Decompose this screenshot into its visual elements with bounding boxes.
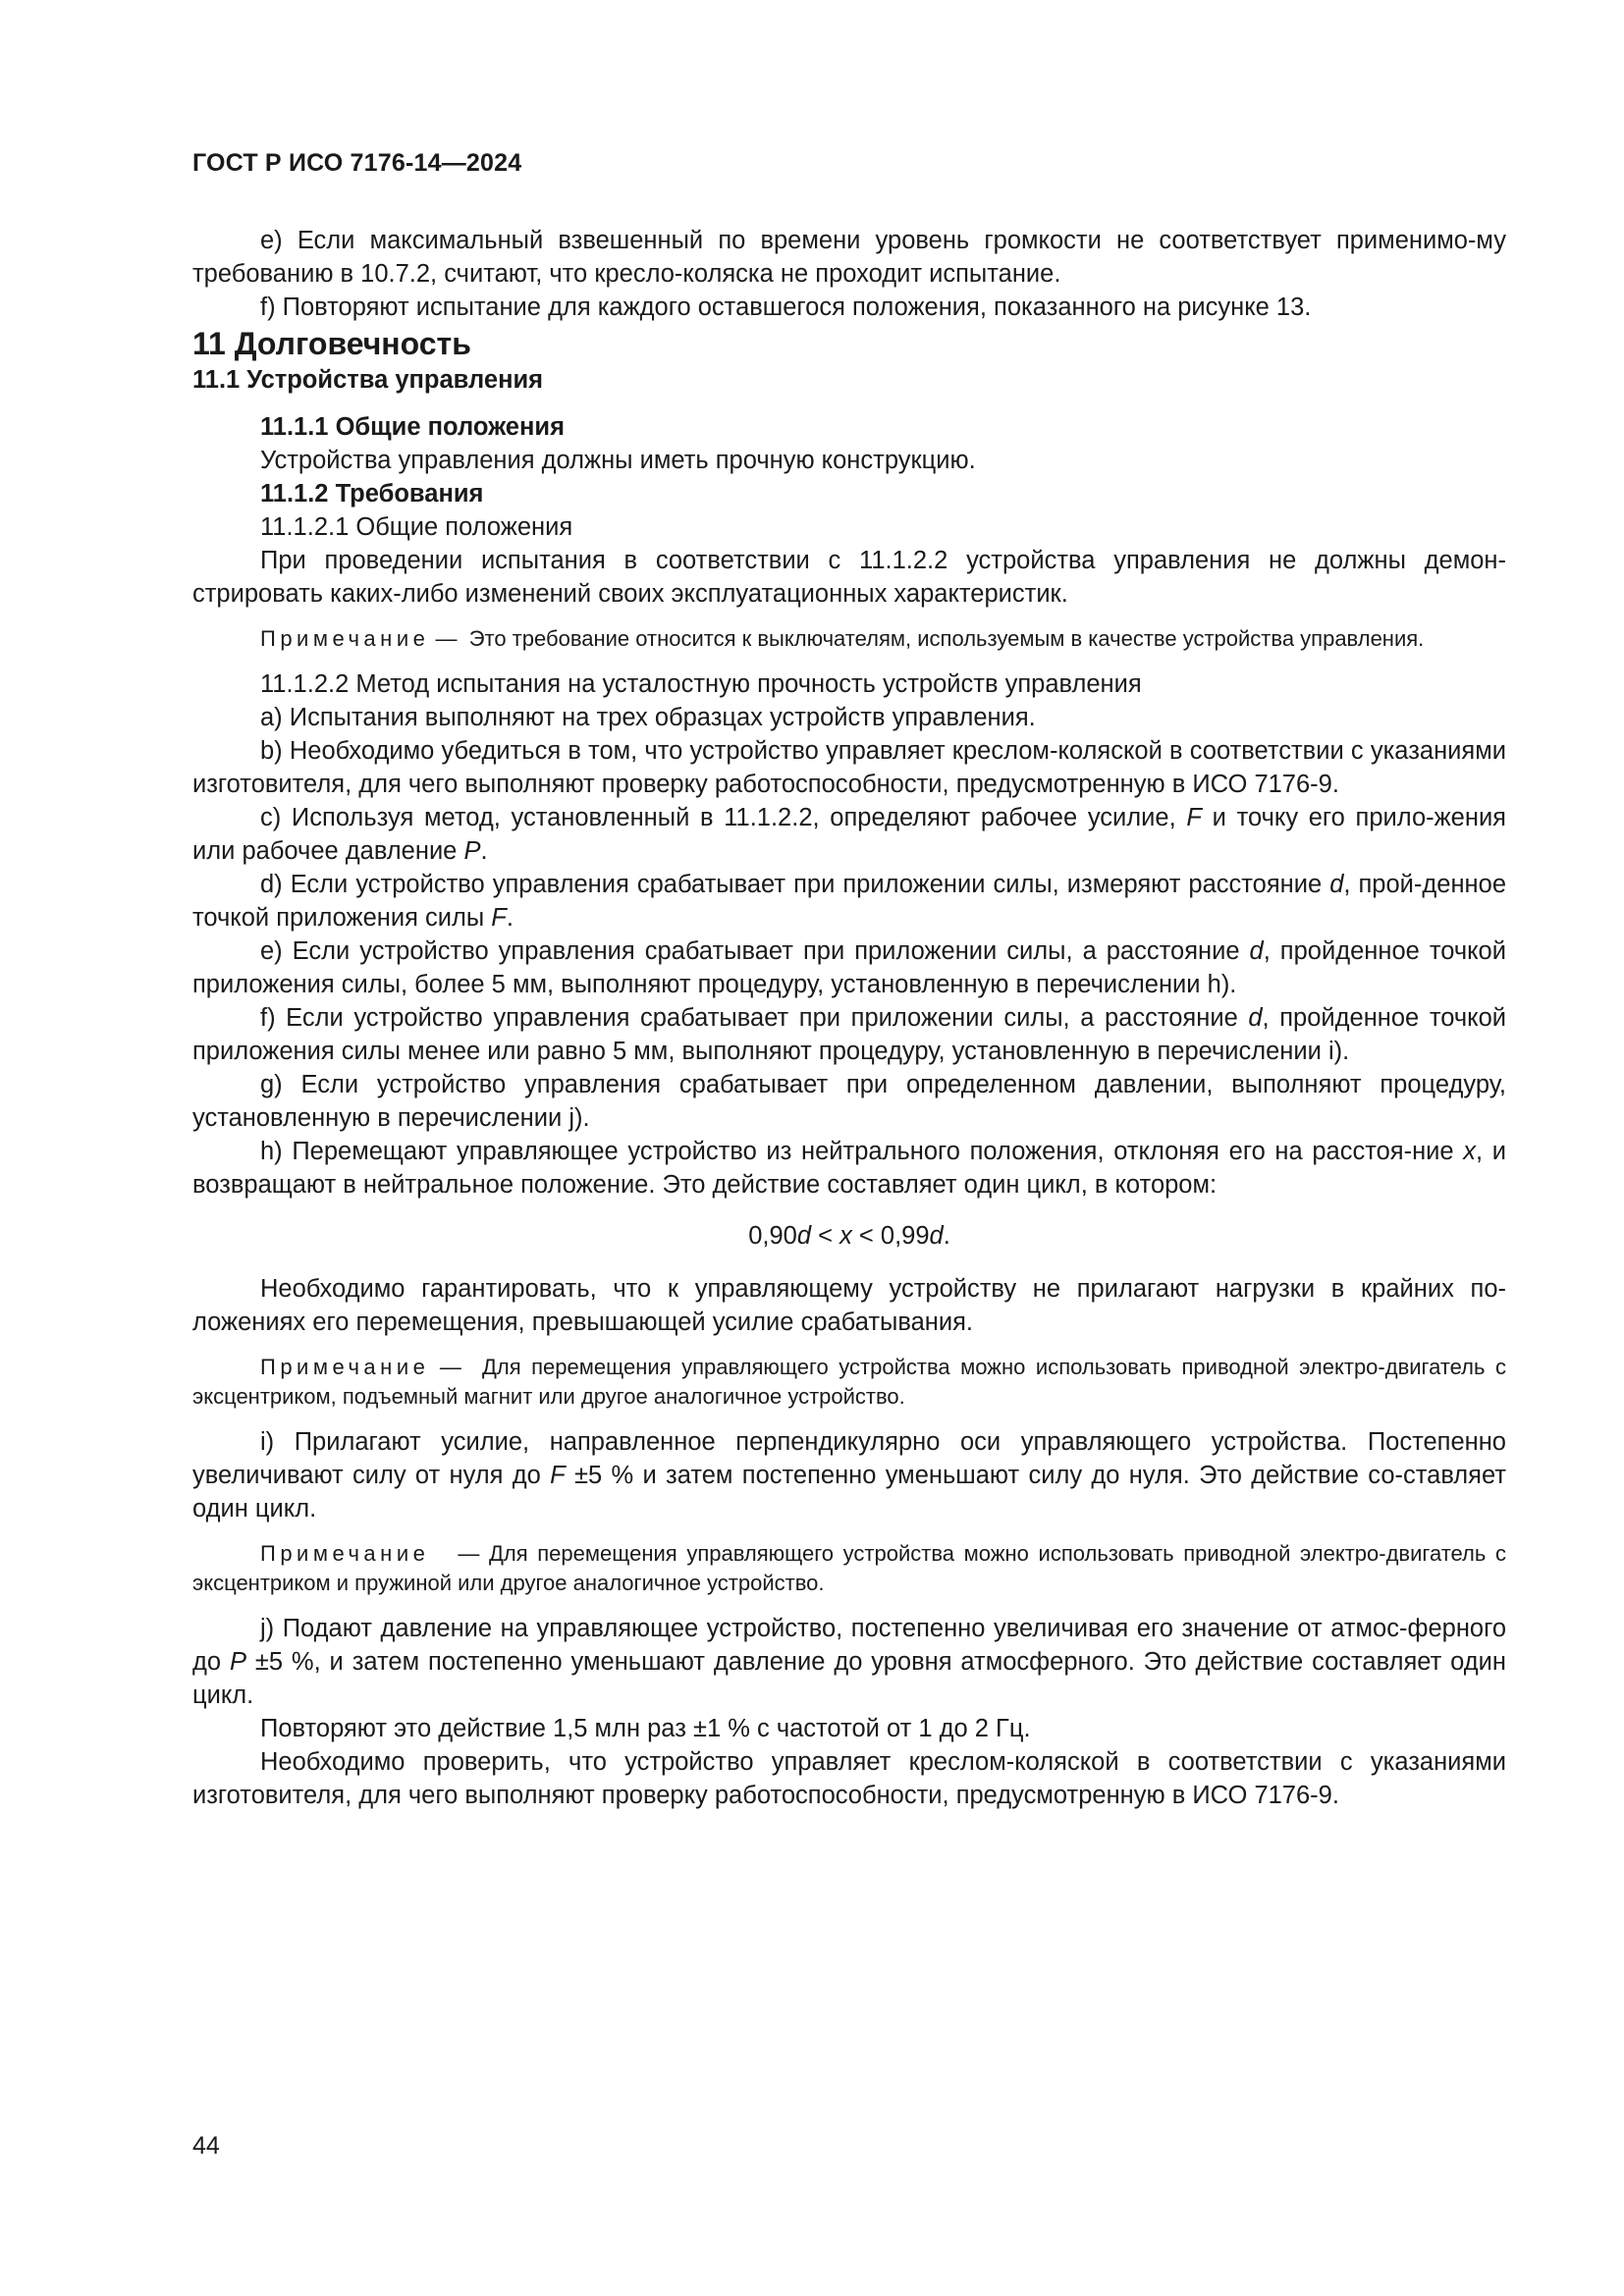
- variable-d: d: [1248, 1004, 1263, 1032]
- variable-P: P: [229, 1648, 246, 1676]
- clause-heading-11-1-2: 11.1.2 Требования: [260, 480, 484, 507]
- list-item-h: h) Перемещают управляющее устройство из нейтрального положения, отклоняя его на расстоя-ние x, и возвращают в нейтральное положение. Это действие составляет один цикл, в котором:: [192, 1138, 1506, 1199]
- paragraph-f-top: f) Повторяют испытание для каждого оставшегося положения, показанного на рисунке 13.: [260, 294, 1312, 321]
- list-item-j: j) Подают давление на управляющее устройство, постепенно увеличивая его значение от атмос-ферного до P ±5 %, и затем постепенно уменьшают давление до уровня атмосферного. Это действие составляет один цикл.: [192, 1615, 1506, 1709]
- list-item-c: c) Используя метод, установленный в 11.1.2.2, определяют рабочее усилие, F и точку его прило-жения или рабочее давление P.: [192, 804, 1506, 865]
- page-number: 44: [192, 2132, 220, 2160]
- note-2: Примечание — Для перемещения управляющего устройства можно использовать приводной электро-двигатель с эксцентриком, подъемный магнит или другое аналогичное устройство.: [192, 1355, 1507, 1409]
- section-heading-11: 11 Долговечность: [192, 326, 471, 361]
- note-1: Примечание — Это требование относится к выключателям, используемым в качестве устройства управления.: [260, 626, 1425, 651]
- note-2-text: Для перемещения управляющего устройства можно использовать приводной электро-двигатель с эксцентриком, подъемный магнит или другое аналогичное устройство.: [192, 1355, 1507, 1409]
- list-item-i: i) Прилагают усилие, направленное перпендикулярно оси управляющего устройства. Постепенно увеличивают силу от нуля до F ±5 % и затем постепенно уменьшают силу до нуля. Это действие со-ставляет один цикл.: [192, 1428, 1506, 1522]
- clause-heading-11-1-2-2: 11.1.2.2 Метод испытания на усталостную прочность устройств управления: [260, 670, 1142, 698]
- variable-d: d: [1249, 937, 1264, 965]
- note-3: [192, 1539, 1506, 1598]
- variable-P: P: [463, 837, 481, 865]
- paragraph-repeat: Повторяют это действие 1,5 млн раз ±1 % с частотой от 1 до 2 Гц.: [260, 1715, 1031, 1742]
- list-item-d: d) Если устройство управления срабатывает при приложении силы, измеряют расстояние d, прой-денное точкой приложения силы F.: [192, 871, 1507, 932]
- note-label: Примечание: [260, 1541, 430, 1566]
- note-label: Примечание: [260, 626, 430, 651]
- variable-F: F: [1186, 804, 1202, 831]
- variable-F: F: [491, 904, 507, 932]
- paragraph-guarantee: Необходимо гарантировать, что к управляющему устройству не прилагают нагрузки в крайних по-ложениях его перемещения, превышающей усилие срабатывания.: [192, 1275, 1506, 1336]
- document-code-header: ГОСТ Р ИСО 7176-14—2024: [192, 149, 522, 177]
- list-item-g: g) Если устройство управления срабатывает при определенном давлении, выполняют процедуру, установленную в перечислении j).: [192, 1071, 1506, 1132]
- note-3-text: — Для перемещения управляющего устройства можно использовать приводной электро-двигатель с эксцентриком и пружиной или другое аналогичное устройство.: [192, 1541, 1506, 1595]
- list-item-b: b) Необходимо убедиться в том, что устройство управляет креслом-коляской в соответствии с указаниями изготовителя, для чего выполняют проверку работоспособности, предусмотренную в ИСО 7176-9.: [192, 737, 1506, 798]
- subsection-heading-11-1: 11.1 Устройства управления: [192, 366, 544, 394]
- paragraph-e-top: e) Если максимальный взвешенный по времени уровень громкости не соответствует применимо-му требованию в 10.7.2, считают, что кресло-коляска не проходит испытание.: [192, 227, 1506, 288]
- note-label: Примечание: [260, 1355, 430, 1379]
- note-1-text: Это требование относится к выключателям, используемым в качестве устройства управления.: [468, 626, 1425, 651]
- list-item-f: f) Если устройство управления срабатывает при приложении силы, а расстояние d, пройденное точкой приложения силы менее или равно 5 мм, выполняют процедуру, установленную в перечислении i).: [192, 1004, 1506, 1065]
- variable-F: F: [550, 1462, 566, 1489]
- list-item-a: a) Испытания выполняют на трех образцах устройств управления.: [260, 704, 1036, 731]
- clause-text-11-1-1: Устройства управления должны иметь прочную конструкцию.: [260, 447, 976, 474]
- clause-heading-11-1-1: 11.1.1 Общие положения: [260, 413, 565, 441]
- variable-x: x: [1463, 1138, 1476, 1165]
- page-body: [192, 224, 1506, 1812]
- paragraph-check: Необходимо проверить, что устройство управляет креслом-коляской в соответствии с указаниями изготовителя, для чего выполняют проверку работоспособности, предусмотренную в ИСО 7176-9.: [192, 1748, 1506, 1809]
- variable-d: d: [1329, 871, 1344, 898]
- clause-heading-11-1-2-1: 11.1.2.1 Общие положения: [260, 513, 573, 541]
- list-item-e: e) Если устройство управления срабатывает при приложении силы, а расстояние d, пройденное точкой приложения силы, более 5 мм, выполняют процедуру, установленную в перечислении h).: [192, 937, 1506, 998]
- clause-text-11-1-2-1: При проведении испытания в соответствии с 11.1.2.2 устройства управления не должны демон-стрировать каких-либо изменений своих эксплуатационных характеристик.: [192, 547, 1506, 608]
- formula: 0,90d < x < 0,99d.: [748, 1222, 950, 1250]
